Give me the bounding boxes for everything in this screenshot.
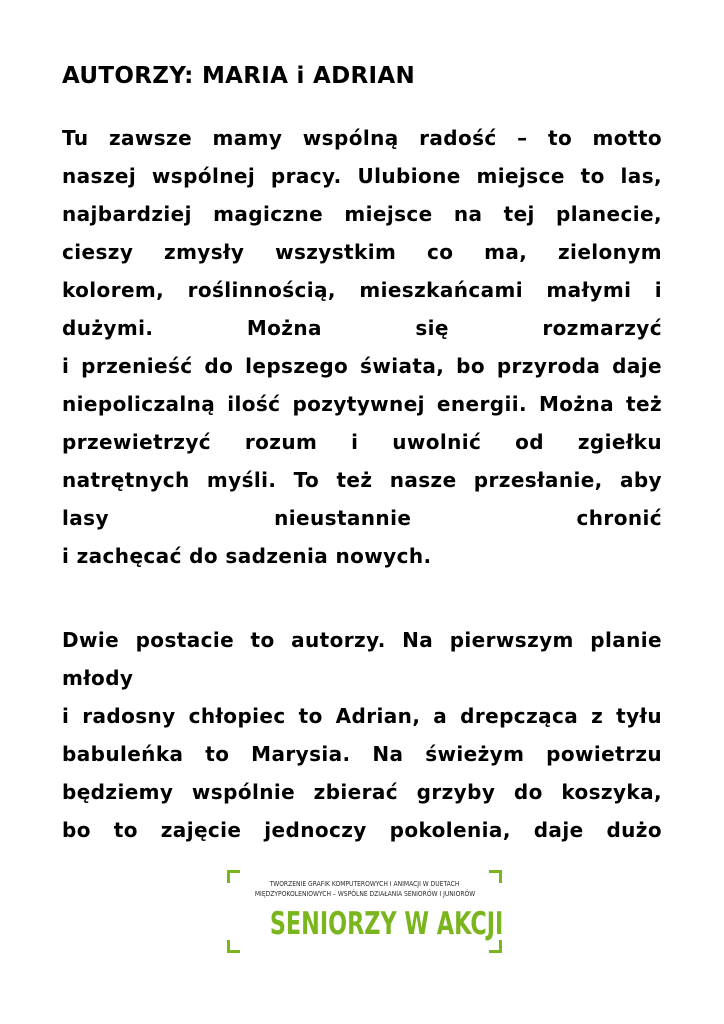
- paragraph-characters: [62, 621, 662, 849]
- logo-brand-text: SENIORZY W AKCJI: [269, 906, 504, 942]
- logo-frame-corner: [227, 870, 240, 883]
- seniorzy-w-akcji-logo: [227, 870, 502, 953]
- logo-tagline-line2: MIĘDZYPOKOLENIOWYCH – WSPÓLNE DZIAŁANIA SENIORÓW I JUNIORÓW: [254, 890, 476, 898]
- text-line: młody: [62, 666, 134, 690]
- logo-tagline-line1: TWORZENIE GRAFIK KOMPUTEROWYCH I ANIMACJI W DUETACH: [269, 880, 460, 888]
- text-line: cieszy zmysły wszystkim co ma, zielonym: [62, 240, 662, 264]
- text-line: najbardziej magiczne miejsce na tej planecie,: [62, 202, 662, 226]
- text-line: babuleńka to Marysia. Na świeżym powietrzu: [62, 742, 662, 766]
- text-line: i przenieść do lepszego świata, bo przyroda daje: [62, 354, 662, 378]
- paragraph-authors-motto: [62, 119, 662, 575]
- text-line: przewietrzyć rozum i uwolnić od zgiełku: [62, 430, 662, 454]
- text-line: i radosny chłopiec to Adrian, a drepcząca z tyłu: [62, 704, 662, 728]
- logo-frame-corner: [227, 940, 240, 953]
- text-line: niepoliczalną ilość pozytywnej energii. Można też: [62, 392, 662, 416]
- text-line: naszej wspólnej pracy. Ulubione miejsce to las,: [62, 164, 662, 188]
- text-line: natrętnych myśli. To też nasze przesłanie, aby: [62, 468, 662, 492]
- text-line: Dwie postacie to autorzy. Na pierwszym planie: [62, 628, 662, 652]
- page-title: AUTORZY: MARIA i ADRIAN: [62, 63, 416, 89]
- text-line: lasy nieustannie chronić: [62, 506, 662, 530]
- text-line: będziemy wspólnie zbierać grzyby do koszyka,: [62, 780, 662, 804]
- text-line: Tu zawsze mamy wspólną radość – to motto: [62, 126, 662, 150]
- logo-frame-corner: [489, 870, 502, 883]
- text-line: bo to zajęcie jednoczy pokolenia, daje dużo: [62, 818, 662, 842]
- text-line: i zachęcać do sadzenia nowych.: [62, 544, 432, 568]
- text-line: kolorem, roślinnością, mieszkańcami małymi i: [62, 278, 662, 302]
- text-line: dużymi. Można się rozmarzyć: [62, 316, 662, 340]
